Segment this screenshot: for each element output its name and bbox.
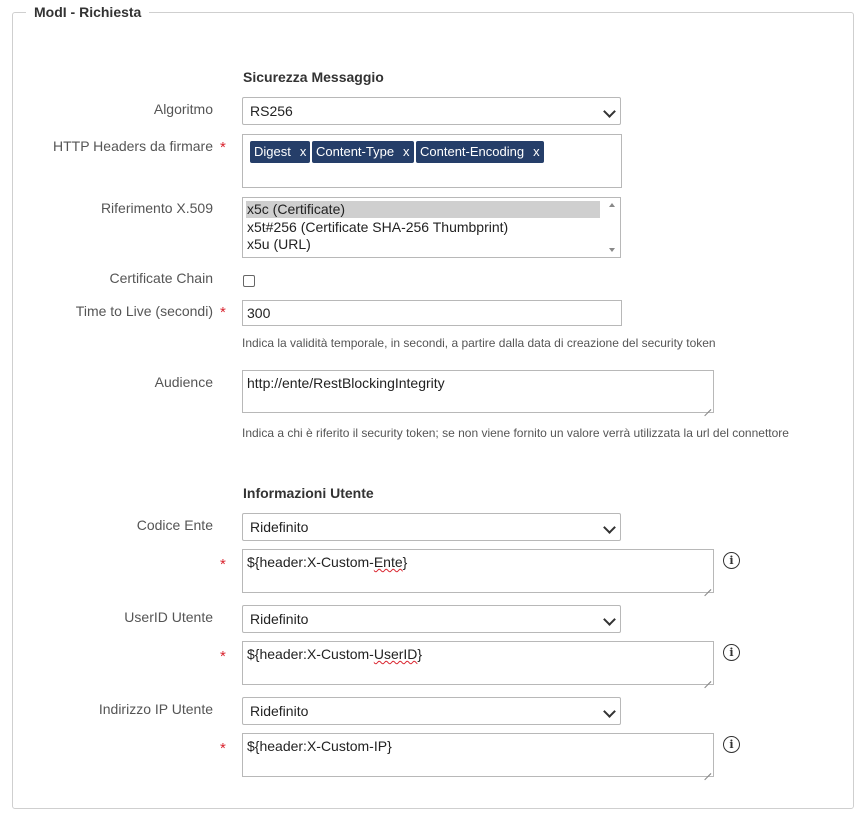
info-icon[interactable]: i (723, 644, 740, 661)
resize-handle[interactable] (704, 403, 711, 410)
scroll-up-icon[interactable] (609, 203, 615, 207)
label-x509: Riferimento X.509 (100, 200, 213, 216)
tag-digest: Digest x (250, 141, 310, 163)
section-title-user-info: Informazioni Utente (243, 485, 374, 501)
tag-remove-icon[interactable]: x (299, 144, 307, 159)
x509-option[interactable]: x5u (URL) (247, 236, 311, 252)
ip-select[interactable]: Ridefinito (242, 697, 621, 725)
x509-option[interactable]: x5t#256 (Certificate SHA-256 Thumbprint) (247, 219, 509, 235)
tag-remove-icon[interactable]: x (403, 144, 410, 159)
label-ip: Indirizzo IP Utente (98, 701, 213, 717)
chevron-down-icon (603, 521, 616, 534)
label-algoritmo: Algoritmo (153, 101, 213, 117)
info-icon[interactable]: i (723, 736, 740, 753)
required-marker: * (220, 648, 226, 665)
label-http-headers: HTTP Headers da firmare (52, 138, 213, 154)
label-ttl: Time to Live (secondi) (75, 303, 213, 319)
codice-ente-select[interactable]: Ridefinito (242, 513, 621, 541)
tag-content-type: Content-Type x (312, 141, 414, 163)
required-marker: * (220, 740, 226, 757)
algoritmo-select[interactable]: RS256 (242, 97, 621, 125)
label-userid: UserID Utente (124, 609, 213, 625)
http-headers-multiselect[interactable] (242, 134, 622, 188)
listbox-scrollbar[interactable] (605, 199, 619, 256)
info-icon[interactable]: i (723, 552, 740, 569)
ttl-input[interactable]: 300 (242, 300, 622, 326)
fieldset-legend: ModI - Richiesta (26, 4, 149, 20)
resize-handle[interactable] (704, 583, 711, 590)
tag-content-encoding: Content-Encoding x (416, 141, 544, 163)
chevron-down-icon (603, 613, 616, 626)
label-codice-ente: Codice Ente (136, 517, 213, 533)
label-cert-chain: Certificate Chain (109, 270, 213, 286)
audience-textarea[interactable]: http://ente/RestBlockingIntegrity (242, 370, 714, 413)
x509-option[interactable]: x5c (Certificate) (246, 201, 600, 218)
codice-ente-textarea[interactable]: ${header:X-Custom-Ente} (242, 549, 714, 593)
required-marker: * (220, 139, 226, 156)
chevron-down-icon (603, 105, 616, 118)
required-marker: * (220, 556, 226, 573)
audience-help-text: Indica a chi è riferito il security token; se non viene fornito un valore verrà utilizzata la url del connettore (242, 426, 789, 440)
cert-chain-checkbox[interactable] (243, 275, 255, 287)
userid-textarea[interactable]: ${header:X-Custom-UserID} (242, 641, 714, 685)
label-audience: Audience (154, 374, 213, 390)
resize-handle[interactable] (704, 675, 711, 682)
scroll-down-icon[interactable] (609, 248, 615, 252)
required-marker: * (220, 304, 226, 321)
tag-remove-icon[interactable]: x (533, 144, 540, 159)
chevron-down-icon (603, 705, 616, 718)
userid-select[interactable]: Ridefinito (242, 605, 621, 633)
ip-textarea[interactable]: ${header:X-Custom-IP} (242, 733, 714, 777)
ttl-help-text: Indica la validità temporale, in secondi, a partire dalla data di creazione del security token (242, 336, 716, 350)
x509-listbox[interactable] (242, 197, 621, 258)
section-title-security: Sicurezza Messaggio (243, 69, 384, 85)
resize-handle[interactable] (704, 767, 711, 774)
